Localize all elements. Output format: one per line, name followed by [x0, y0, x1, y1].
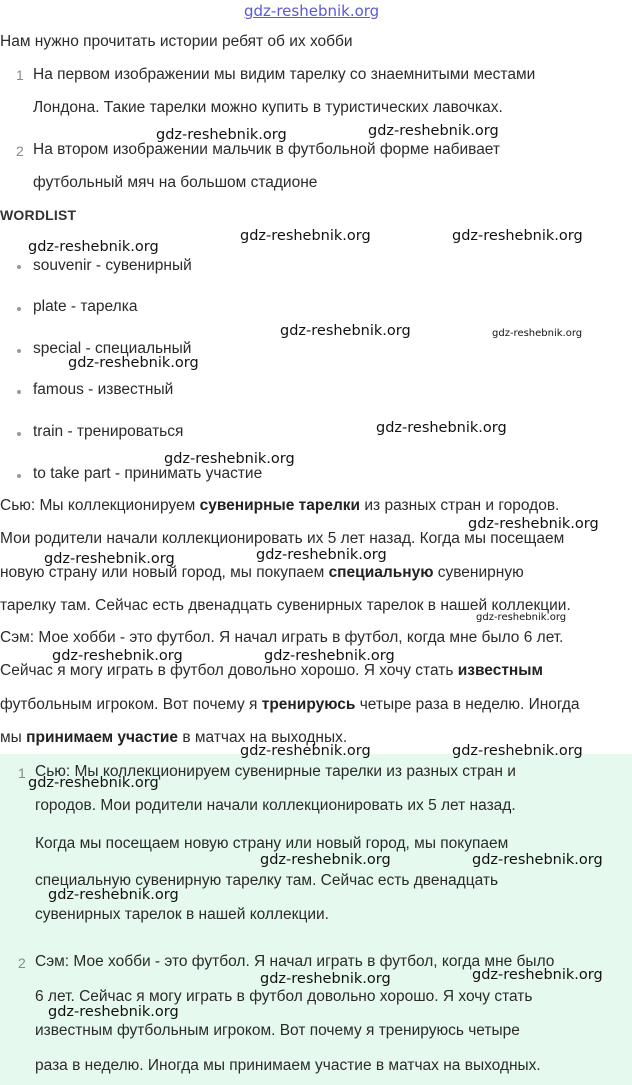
watermark: gdz-reshebnik.org — [452, 228, 583, 244]
answer-line: сувенирных тарелок в нашей коллекции. — [35, 906, 329, 923]
story-line: тарелку там. Сейчас есть двенадцать сувенирных тарелок в нашей коллекции. — [0, 597, 571, 614]
item-line: На втором изображении мальчик в футбольной форме набивает — [33, 141, 501, 158]
watermark: gdz-reshebnik.org — [156, 127, 287, 143]
wordlist-heading: WORDLIST — [0, 207, 77, 223]
story-line: новую страну или новый город, мы покупаем специальную сувенирную — [0, 564, 524, 581]
wordlist-item: special - специальный — [33, 340, 192, 357]
wordlist-item: souvenir - сувенирный — [33, 257, 192, 274]
wordlist-item: to take part - принимать участие — [33, 465, 263, 482]
bullet-icon — [17, 474, 21, 478]
story-line: Сью: Мы коллекционируем сувенирные тарелки из разных стран и городов. — [0, 497, 560, 514]
item-line: Лондона. Такие тарелки можно купить в туристических лавочках. — [33, 99, 503, 116]
answer-line: Сью: Мы коллекционируем сувенирные тарелки из разных стран и — [35, 763, 516, 780]
watermark: gdz-reshebnik.org — [28, 775, 159, 791]
watermark: gdz-reshebnik.org — [472, 852, 603, 868]
watermark: gdz-reshebnik.org — [472, 967, 603, 983]
watermark: gdz-reshebnik.org — [48, 887, 179, 903]
watermark: gdz-reshebnik.org — [280, 323, 411, 339]
answer-number: 2 — [18, 955, 26, 971]
answer-line: специальную сувенирную тарелку там. Сейчас есть двенадцать — [35, 872, 499, 889]
watermark: gdz-reshebnik.org — [164, 451, 295, 467]
watermark: gdz-reshebnik.org — [44, 551, 175, 567]
wordlist-item: famous - известный — [33, 381, 174, 398]
watermark: gdz-reshebnik.org — [452, 743, 583, 759]
watermark: gdz-reshebnik.org — [240, 228, 371, 244]
bullet-icon — [17, 390, 21, 394]
watermark-link[interactable]: gdz-reshebnik.org — [244, 2, 380, 20]
item-number: 2 — [16, 143, 24, 159]
wordlist-item: train - тренироваться — [33, 423, 184, 440]
watermark: gdz-reshebnik.org — [264, 648, 395, 664]
answer-line: 6 лет. Сейчас я могу играть в футбол довольно хорошо. Я хочу стать — [35, 988, 533, 1005]
watermark: gdz-reshebnik.org — [256, 547, 387, 563]
answer-line: Когда мы посещаем новую страну или новый город, мы покупаем — [35, 835, 509, 852]
bullet-icon — [17, 265, 21, 269]
story-line: мы принимаем участие в матчах на выходных. — [0, 729, 348, 746]
answer-line: городов. Мои родители начали коллекционировать их 5 лет назад. — [35, 797, 516, 814]
watermark: gdz-reshebnik.org — [48, 1004, 179, 1020]
wordlist-item: plate - тарелка — [33, 298, 138, 315]
story-line: Сэм: Мое хобби - это футбол. Я начал играть в футбол, когда мне было 6 лет. — [0, 629, 564, 646]
bullet-icon — [17, 432, 21, 436]
intro-text: Нам нужно прочитать истории ребят об их хобби — [0, 33, 353, 50]
watermark: gdz-reshebnik.org — [28, 239, 159, 255]
answer-line: Сэм: Мое хобби - это футбол. Я начал играть в футбол, когда мне было — [35, 953, 555, 970]
watermark: gdz-reshebnik.org — [68, 355, 199, 371]
watermark: gdz-reshebnik.org — [260, 971, 391, 987]
item-line: футбольный мяч на большом стадионе — [33, 174, 318, 191]
story-line: Сейчас я могу играть в футбол довольно хорошо. Я хочу стать известным — [0, 662, 543, 679]
story-line: Мои родители начали коллекционировать их 5 лет назад. Когда мы посещаем — [0, 530, 565, 547]
answer-number: 1 — [18, 765, 26, 781]
story-line: футбольным игроком. Вот почему я тренируюсь четыре раза в неделю. Иногда — [0, 696, 580, 713]
answer-line: раза в неделю. Иногда мы принимаем участие в матчах на выходных. — [35, 1057, 541, 1074]
watermark: gdz-reshebnik.org — [376, 420, 507, 436]
item-number: 1 — [16, 67, 24, 83]
item-line: На первом изображении мы видим тарелку со знаемнитыми местами — [33, 66, 536, 83]
watermark: gdz-reshebnik.org — [476, 612, 567, 623]
watermark: gdz-reshebnik.org — [52, 648, 183, 664]
watermark: gdz-reshebnik.org — [368, 123, 499, 139]
answer-line: известным футбольным игроком. Вот почему я тренируюсь четыре — [35, 1022, 520, 1039]
watermark: gdz-reshebnik.org — [468, 516, 599, 532]
watermark: gdz-reshebnik.org — [240, 743, 371, 759]
bullet-icon — [17, 349, 21, 353]
watermark: gdz-reshebnik.org — [492, 328, 583, 339]
watermark: gdz-reshebnik.org — [260, 852, 391, 868]
bullet-icon — [17, 307, 21, 311]
